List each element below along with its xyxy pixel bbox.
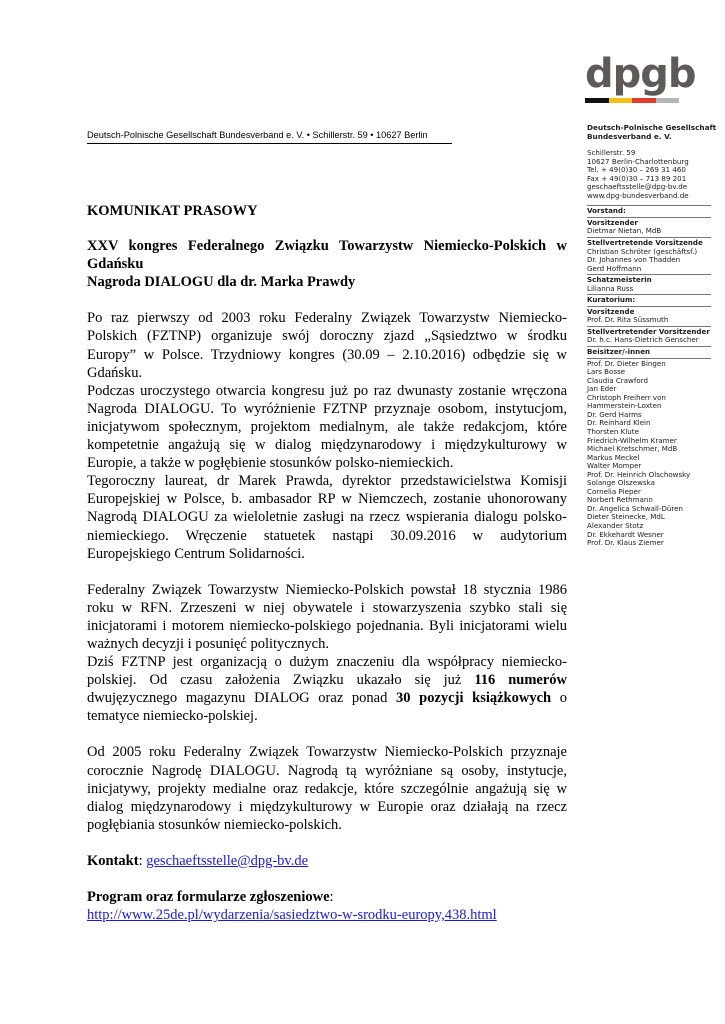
sidebar-beisitzer-name: Lars Bosse xyxy=(587,367,626,377)
sidebar-beisitzer-name: Dr. Angelica Schwall-Düren xyxy=(587,503,684,513)
today-text-1: Dziś FZTNP jest organizacją o dużym znaczeniu dla współpracy niemiecko-polskiej. Od czasu założenia Związku ukazało się już xyxy=(87,654,567,689)
letterhead-sidebar xyxy=(587,124,715,548)
sidebar-beisitzer-name: Dr. Ekkehardt Wesner xyxy=(587,529,664,539)
sidebar-beisitzer-name: Christoph Freiherr von xyxy=(587,392,666,402)
logo-color-bars xyxy=(585,98,679,103)
paragraph-history: Federalny Związek Towarzystw Niemiecko-Polskich powstał 18 stycznia 1986 roku w RFN. Zrzeszeni w niej obywatele i stowarzyszenia szybko stali się inicjatorami i motorem niemiecko-polskiego pojednania. Byli inicjatorami wielu ważnych decyzji i posunięć politycznych. xyxy=(87,581,567,652)
sidebar-beisitzer-name: Prof. Dr. Dieter Bingen xyxy=(587,358,666,368)
sidebar-beisitzer-name: Michael Kretschmer, MdB xyxy=(587,444,678,454)
program-line xyxy=(87,888,567,924)
logo-bar-grey xyxy=(656,98,680,103)
sidebar-address-line: Tel. + 49(0)30 – 269 31 460 xyxy=(587,165,686,175)
sidebar-email[interactable]: geschaeftsstelle@dpg-bv.de xyxy=(587,182,688,192)
paragraph-intro: Po raz pierwszy od 2003 roku Federalny Związek Towarzystw Niemiecko-Polskich (FZTNP) organizuje swój doroczny zjazd „Sąsiedztwo w środku Europy” w Polsce. Trzydniowy kongres (30.09 – 2.10.2016) odbędzie się w Gdańsku. xyxy=(87,310,567,381)
press-release-body xyxy=(87,202,567,924)
sidebar-schatz-label: Schatzmeisterin xyxy=(587,275,652,285)
sidebar-beisitzer-name: Dr. Gerd Harms xyxy=(587,409,642,419)
sidebar-beisitzer-name: Jan Eder xyxy=(587,384,617,394)
sidebar-beisitzer-name: Dr. Reinhard Klein xyxy=(587,418,651,428)
sidebar-address-line: Fax + 49(0)30 – 713 89 201 xyxy=(587,173,687,183)
press-release-title: KOMUNIKAT PRASOWY xyxy=(87,203,258,219)
sidebar-address-line: 10627 Berlin-Charlottenburg xyxy=(587,156,689,166)
sidebar-beisitzer-list xyxy=(587,360,715,548)
sidebar-schatz-name: Lilianna Russ xyxy=(587,283,634,293)
sidebar-address xyxy=(587,149,715,200)
dpgb-logo xyxy=(585,51,696,114)
sidebar-beisitzer-name: Claudia Crawford xyxy=(587,375,648,385)
sidebar-kur-stellv-name: Dr. h.c. Hans-Dietrich Genscher xyxy=(587,335,699,345)
sidebar-vorsitzender-label: Vorsitzender xyxy=(587,217,638,227)
sidebar-website[interactable]: www.dpg-bundesverband.de xyxy=(587,190,689,200)
paragraph-award-history: Od 2005 roku Federalny Związek Towarzystw Niemiecko-Polskich przyznaje corocznie Nagrodę DIALOGU. Nagrodą tą wyróżniane są osoby, instytucje, inicjatywy, projekty medialne oraz redakcje, które szczególnie angażują się w dialog międzynarodowy i międzykulturowy w Europie oraz działają na rzecz pogłębiania stosunków niemiecko-polskich. xyxy=(87,744,567,833)
today-books-count: 30 pozycji książkowych xyxy=(396,690,552,707)
headline-congress: XXV kongres Federalnego Związku Towarzystw Niemiecko-Polskich w Gdańsku xyxy=(87,238,567,273)
sidebar-kur-vors-label: Vorsitzende xyxy=(587,306,635,316)
today-text-2: dwujęzycznego magazynu DIALOG oraz ponad xyxy=(87,690,397,707)
contact-label: Kontakt xyxy=(87,852,139,869)
sidebar-beisitzer-name: Prof. Dr. Heinrich Olschowsky xyxy=(587,469,691,479)
sidebar-beisitzer-name: Markus Meckel xyxy=(587,452,640,462)
sidebar-stellv-name: Gerd Hoffmann xyxy=(587,263,642,273)
today-text-3: o tematyce niemiecko-polskiej. xyxy=(87,690,568,725)
sidebar-org-name-1: Deutsch-Polnische Gesellschaft xyxy=(587,123,717,132)
header-address-line: Deutsch-Polnische Gesellschaft Bundesverband e. V. • Schillerstr. 59 • 10627 Berlin xyxy=(87,130,428,140)
contact-line xyxy=(87,852,567,870)
sidebar-stellv-name: Christian Schröter (geschäftsf.) xyxy=(587,246,698,256)
sidebar-beisitzer-label: Beisitzer/-innen xyxy=(587,347,651,357)
sidebar-beisitzer-name: Walter Momper xyxy=(587,461,642,471)
contact-colon: : xyxy=(138,852,143,869)
paragraph-award-opening: Podczas uroczystego otwarcia kongresu już po raz dwunasty zostanie wręczona Nagroda DIALOGU. To wyróżnienie FZTNP przyznaje osobom, instytucjom, inicjatywom społecznym, projektom medialnym, ale także redakcjom, które kompetetnie angażują się w dialog międzynarodowy i międzykulturowy w Europie, a także w pogłębienie stosunków polsko-niemieckich. xyxy=(87,382,567,472)
sidebar-kuratorium-heading: Kuratorium: xyxy=(587,295,636,305)
sidebar-beisitzer-name: Prof. Dr. Klaus Ziemer xyxy=(587,538,664,548)
sidebar-beisitzer-name: Friedrich-Wilhelm Kramer xyxy=(587,435,677,445)
logo-bar-gold xyxy=(609,98,633,103)
program-colon: : xyxy=(329,889,334,905)
today-issues-count: 116 numerów xyxy=(474,672,567,689)
program-url-link[interactable]: http://www.25de.pl/wydarzenia/sasiedztwo-w-srodku-europy,438.html xyxy=(87,907,497,924)
sidebar-vorstand-heading: Vorstand: xyxy=(587,206,626,216)
sidebar-beisitzer-name: Alexander Stotz xyxy=(587,520,644,530)
sidebar-beisitzer-name: Solange Olszewska xyxy=(587,478,655,488)
contact-email-link[interactable]: geschaeftsstelle@dpg-bv.de xyxy=(146,852,309,869)
sidebar-kur-stellv-label: Stellvertretender Vorsitzender xyxy=(587,326,710,336)
program-label: Program oraz formularze zgłoszeniowe xyxy=(87,889,330,905)
header-underline xyxy=(87,143,452,144)
logo-text: dpgb xyxy=(585,51,696,97)
headline-award: Nagroda DIALOGU dla dr. Marka Prawdy xyxy=(87,274,356,291)
sidebar-beisitzer-name: Cornelia Pieper xyxy=(587,486,641,496)
logo-bar-red xyxy=(632,98,656,103)
sidebar-beisitzer-name: Hammerstein-Loxten xyxy=(587,401,662,411)
sidebar-beisitzer-name: Norbert Rethmann xyxy=(587,495,653,505)
sidebar-beisitzer-name: Dieter Steinecke, MdL xyxy=(587,512,665,522)
sidebar-kur-vors-name: Prof. Dr. Rita Süssmuth xyxy=(587,315,669,325)
sidebar-stellv-name: Dr. Johannes von Thadden xyxy=(587,255,681,265)
sidebar-stellv-label: Stellvertretende Vorsitzende xyxy=(587,238,703,248)
paragraph-today xyxy=(87,653,567,725)
sidebar-address-line: Schillerstr. 59 xyxy=(587,148,636,158)
logo-bar-black xyxy=(585,98,609,103)
sidebar-org-name-2: Bundesverband e. V. xyxy=(587,131,672,141)
sidebar-vorsitzender-name: Dietmar Nietan, MdB xyxy=(587,226,662,236)
sidebar-beisitzer-name: Thorsten Klute xyxy=(587,426,639,436)
paragraph-laureate: Tegoroczny laureat, dr Marek Prawda, dyrektor przedstawicielstwa Komisji Europejskiej w Polsce, b. ambasador RP w Niemczech, zostanie uhonorowany Nagrodą DIALOGU za wieloletnie zasługi na rzecz wspierania dialogu polsko-niemieckiego. Wręczenie statuetek nastąpi 30.09.2016 w audytorium Europejskiego Centrum Solidarności. xyxy=(87,473,567,562)
